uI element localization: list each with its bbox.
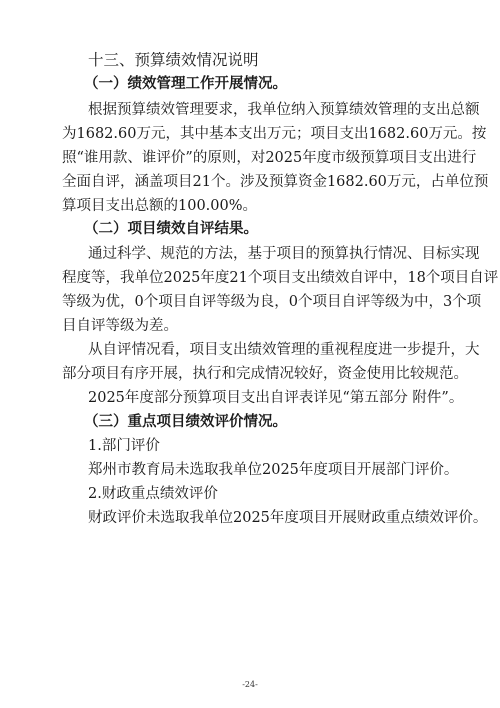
subsection-heading-2: （二）项目绩效自评结果。 <box>84 221 258 237</box>
paragraph-line: 根据预算绩效管理要求，我单位纳入预算绩效管理的支出总额 <box>88 102 480 118</box>
subsection-heading-1: （一）绩效管理工作开展情况。 <box>84 76 287 92</box>
paragraph-line: 部分项目有序开展，执行和完成情况较好，资金使用比较规范。 <box>62 366 468 382</box>
paragraph-line: 目自评等级为差。 <box>62 318 178 334</box>
page-number: -24- <box>242 680 258 689</box>
paragraph-line: 照“谁用款、谁评价”的原则，对2025年度市级预算项目支出进行 <box>62 150 477 166</box>
paragraph-line: 全面自评，涵盖项目21个。涉及预算资金1682.60万元，占单位预 <box>62 174 489 190</box>
paragraph-line: 程度等，我单位2025年度21个项目支出绩效自评中，18个项目自评 <box>62 270 499 286</box>
paragraph-line: 2025年度部分预算项目支出自评表详见“第五部分 附件”。 <box>88 390 464 406</box>
paragraph-line: 郑州市教育局未选取我单位2025年度项目开展部门评价。 <box>88 462 459 478</box>
item-label-2: 2.财政重点绩效评价 <box>88 486 218 502</box>
section-title: 十三、预算绩效情况说明 <box>88 51 259 69</box>
subsection-heading-3: （三）重点项目绩效评价情况。 <box>84 414 287 430</box>
paragraph-line: 为1682.60万元，其中基本支出万元；项目支出1682.60万元。按 <box>62 126 487 142</box>
item-label-1: 1.部门评价 <box>88 438 160 454</box>
paragraph-line: 财政评价未选取我单位2025年度项目开展财政重点绩效评价。 <box>88 510 488 526</box>
paragraph-line: 通过科学、规范的方法，基于项目的预算执行情况、目标实现 <box>88 246 480 262</box>
paragraph-line: 算项目支出总额的100.00%。 <box>62 198 258 214</box>
paragraph-line: 从自评情况看，项目支出绩效管理的重视程度进一步提升，大 <box>88 342 480 358</box>
paragraph-line: 等级为优，0个项目自评等级为良，0个项目自评等级为中，3个项 <box>62 294 482 310</box>
